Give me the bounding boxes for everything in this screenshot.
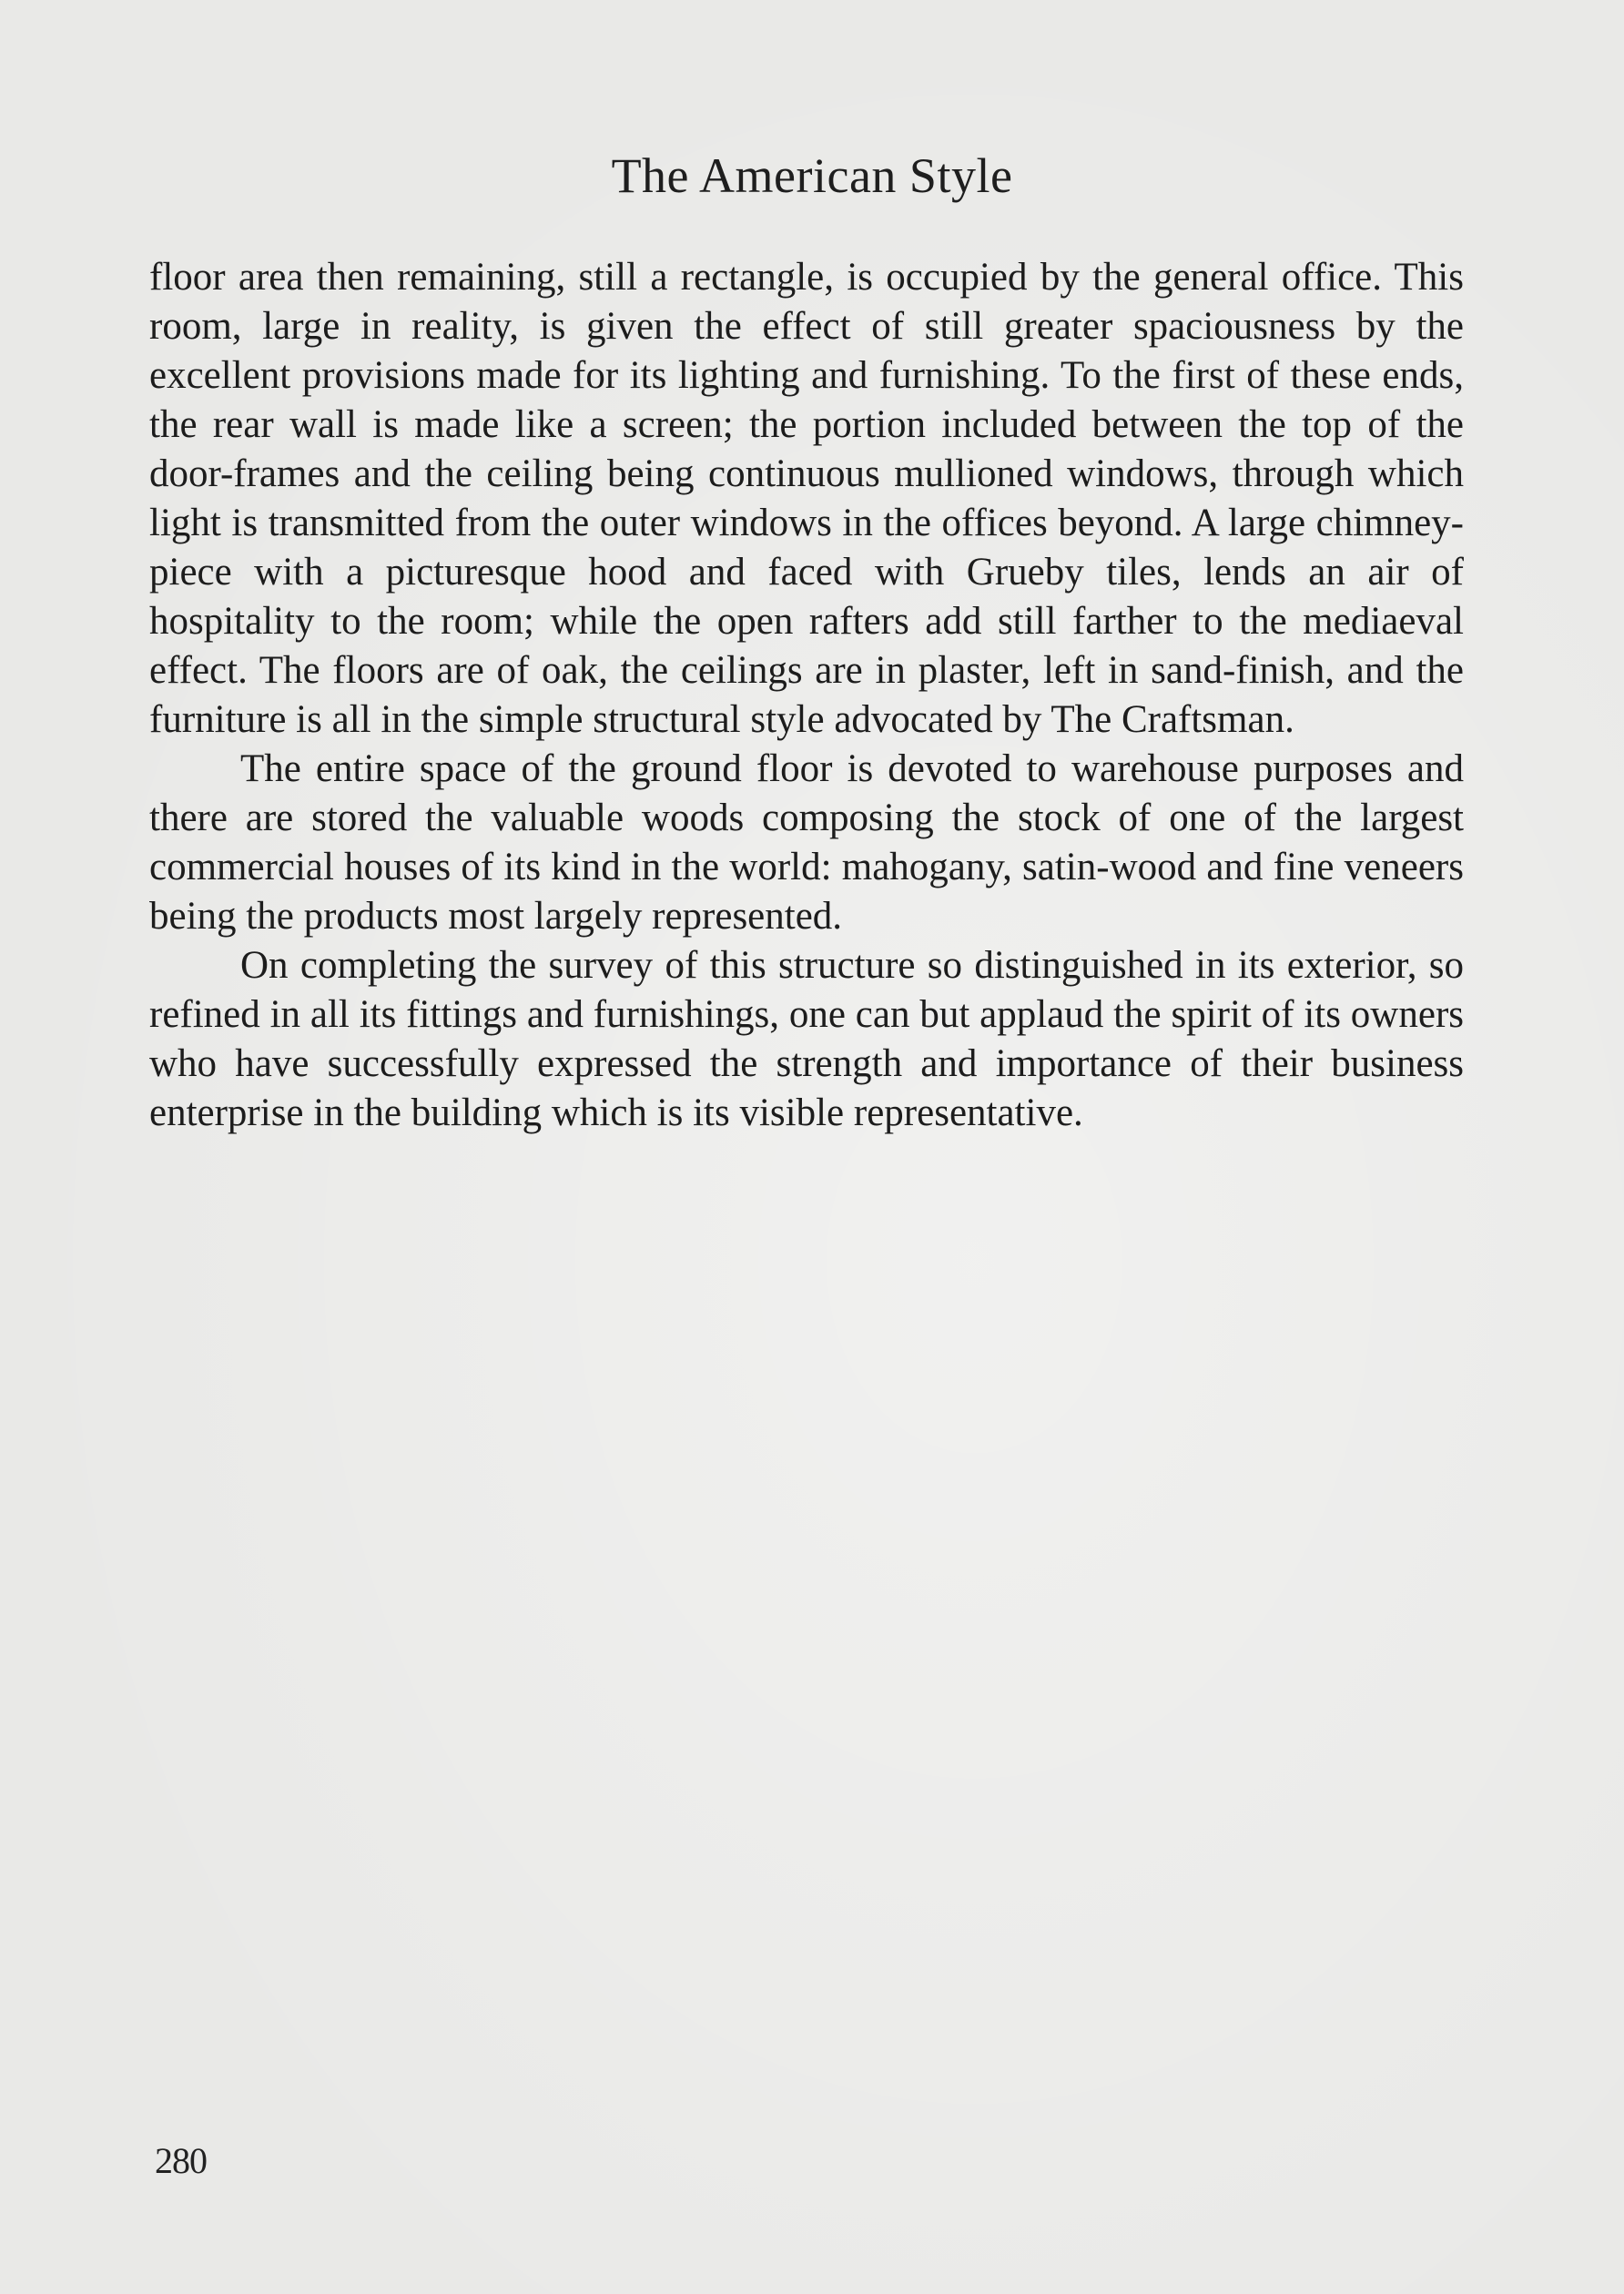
page-number: 280 (155, 2140, 207, 2181)
body-text (149, 253, 1464, 1138)
running-head: The American Style (611, 148, 1013, 203)
paragraph: floor area then remaining, still a rectangle, is occupied by the general office. This room, large in reality, is given the effect of still greater spaciousness by the excellent provisions made for its lighting and furnishing. To the first of these ends, the rear wall is made like a screen; the portion included between the top of the door-frames and the ceiling being continuous mullioned windows, through which light is transmitted from the outer windows in the offices beyond. A large chimney-piece with a picturesque hood and faced with Grueby tiles, lends an air of hospitality to the room; while the open rafters add still farther to the mediaeval effect. The floors are of oak, the ceilings are in plaster, left in sand-finish, and the furniture is all in the simple structural style advocated by The Craftsman. (149, 256, 1464, 741)
paragraph: The entire space of the ground floor is devoted to warehouse purposes and there are stored the valuable woods composing the stock of one of the largest commercial houses of its kind in the world: mahogany, satin-wood and fine veneers being the products most largely represented. (149, 747, 1464, 938)
paragraph: On completing the survey of this structure so distinguished in its exterior, so refined in all its fittings and furnishings, one can but applaud the spirit of its owners who have successfully expressed the strength and importance of their business enterprise in the building which is its visible representative. (149, 944, 1464, 1134)
